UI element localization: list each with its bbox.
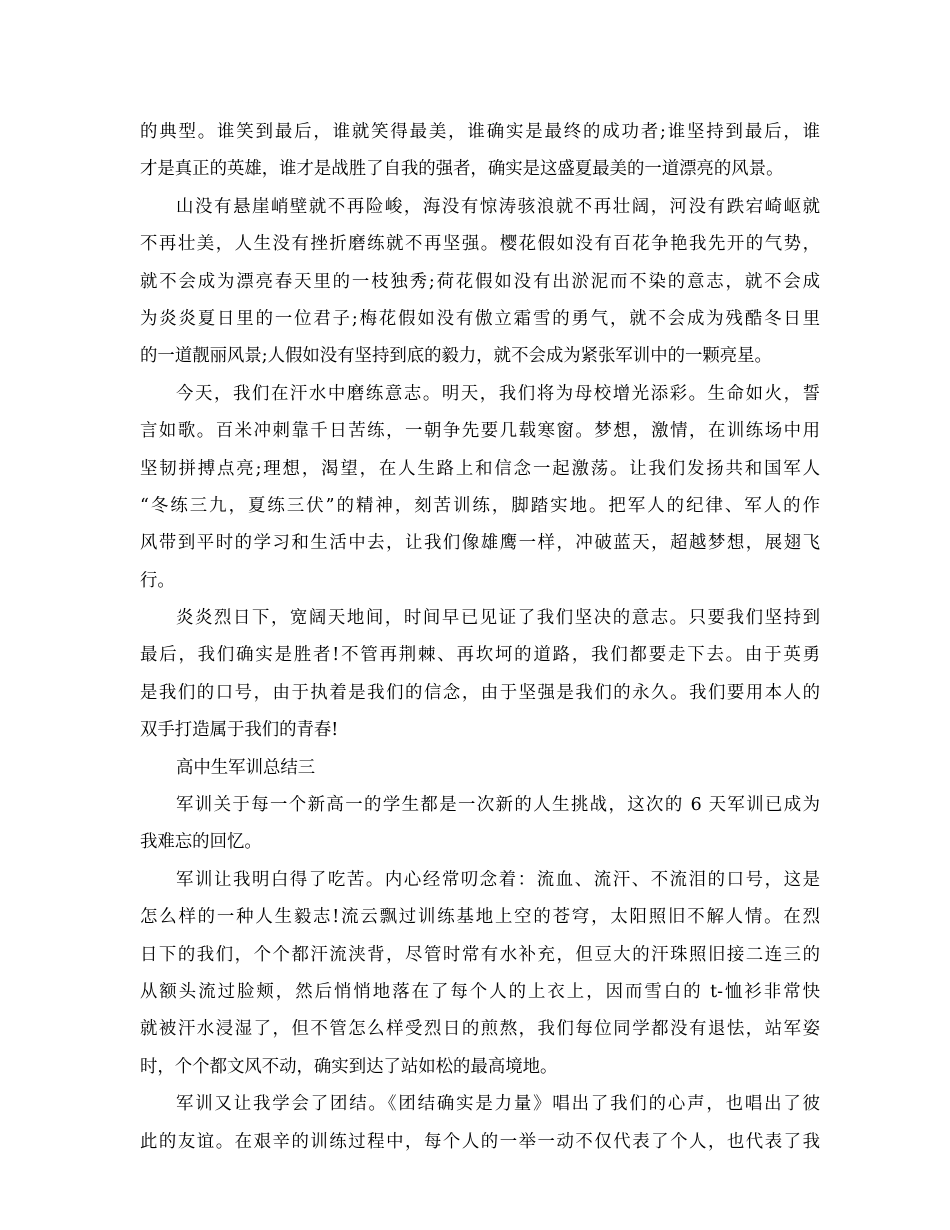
text-line: 就不会成为漂亮春天里的一枝独秀;荷花假如没有出淤泥而不染的意志，就不会成 bbox=[140, 271, 820, 292]
text-line: 军训又让我学会了团结。《团结确实是力量》唱出了我们的心声，也唱出了彼 bbox=[176, 1094, 820, 1115]
text-line: 风带到平时的学习和生活中去，让我们像雄鹰一样，冲破蓝天，超越梦想，展翅飞 bbox=[140, 533, 820, 554]
paragraph bbox=[140, 750, 820, 787]
document-body bbox=[140, 114, 820, 1161]
text-line: 双手打造属于我们的青春! bbox=[140, 720, 339, 741]
text-line: 行。 bbox=[140, 570, 175, 591]
text-line: 为炎炎夏日里的一位君子;梅花假如没有傲立霜雪的勇气，就不会成为残酷冬日里 bbox=[140, 308, 820, 329]
text-line: 日下的我们，个个都汗流浃背，尽管时常有水补充，但豆大的汗珠照旧接二连三的 bbox=[140, 944, 820, 965]
text-line: 最后，我们确实是胜者!不管再荆棘、再坎坷的道路，我们都要走下去。由于英勇 bbox=[140, 645, 820, 666]
text-line: 山没有悬崖峭壁就不再险峻，海没有惊涛骇浪就不再壮阔，河没有跌宕崎岖就 bbox=[176, 196, 820, 217]
text-line: 的典型。谁笑到最后，谁就笑得最美，谁确实是最终的成功者;谁坚持到最后，谁 bbox=[140, 122, 820, 142]
text-line: 坚韧拼搏点亮;理想，渴望，在人生路上和信念一起激荡。让我们发扬共和国军人 bbox=[140, 458, 820, 479]
text-line: 是我们的口号，由于执着是我们的信念，由于坚强是我们的永久。我们要用本人的 bbox=[140, 682, 820, 703]
text-line: 军训让我明白得了吃苦。内心经常叨念着：流血、流汗、不流泪的口号，这是 bbox=[176, 869, 820, 890]
text-line: 的一道靓丽风景;人假如没有坚持到底的毅力，就不会成为紧张军训中的一颗亮星。 bbox=[140, 346, 772, 367]
text-line: 才是真正的英雄，谁才是战胜了自我的强者，确实是这盛夏最美的一道漂亮的风景。 bbox=[140, 159, 784, 180]
text-line: “冬练三九，夏练三伏”的精神，刻苦训练，脚踏实地。把军人的纪律、军人的作 bbox=[140, 495, 820, 516]
text-line: 就被汗水浸湿了，但不管怎么样受烈日的煎熬，我们每位同学都没有退怯，站军姿 bbox=[140, 1019, 820, 1040]
paragraph bbox=[140, 862, 820, 1086]
paragraph bbox=[140, 787, 820, 862]
paragraph bbox=[140, 189, 820, 376]
paragraph bbox=[140, 600, 820, 750]
paragraph bbox=[140, 376, 820, 600]
text-line: 炎炎烈日下，宽阔天地间，时间早已见证了我们坚决的意志。只要我们坚持到 bbox=[176, 608, 820, 629]
text-line: 不再壮美，人生没有挫折磨练就不再坚强。樱花假如没有百花争艳我先开的气势， bbox=[140, 234, 820, 255]
text-line: 高中生军训总结三 bbox=[176, 757, 316, 778]
text-line: 我难忘的回忆。 bbox=[140, 832, 262, 853]
text-line: 今天，我们在汗水中磨练意志。明天，我们将为母校增光添彩。生命如火，誓 bbox=[176, 383, 820, 404]
text-line: 时，个个都文风不动，确实到达了站如松的最高境地。 bbox=[140, 1056, 558, 1077]
text-line: 言如歌。百米冲刺靠千日苦练，一朝争先要几载寒窗。梦想，激情，在训练场中用 bbox=[140, 421, 820, 442]
text-line: 从额头流过脸颊，然后悄悄地落在了每个人的上衣上，因而雪白的 t-恤衫非常快 bbox=[140, 981, 820, 1002]
text-line: 怎么样的一种人生毅志!流云飘过训练基地上空的苍穹，太阳照旧不解人情。在烈 bbox=[140, 907, 820, 928]
paragraph bbox=[140, 114, 820, 189]
text-line: 此的友谊。在艰辛的训练过程中，每个人的一举一动不仅代表了个人，也代表了我 bbox=[140, 1131, 820, 1152]
paragraph bbox=[140, 1086, 820, 1161]
text-line: 军训关于每一个新高一的学生都是一次新的人生挑战，这次的 6 天军训已成为 bbox=[176, 795, 820, 816]
